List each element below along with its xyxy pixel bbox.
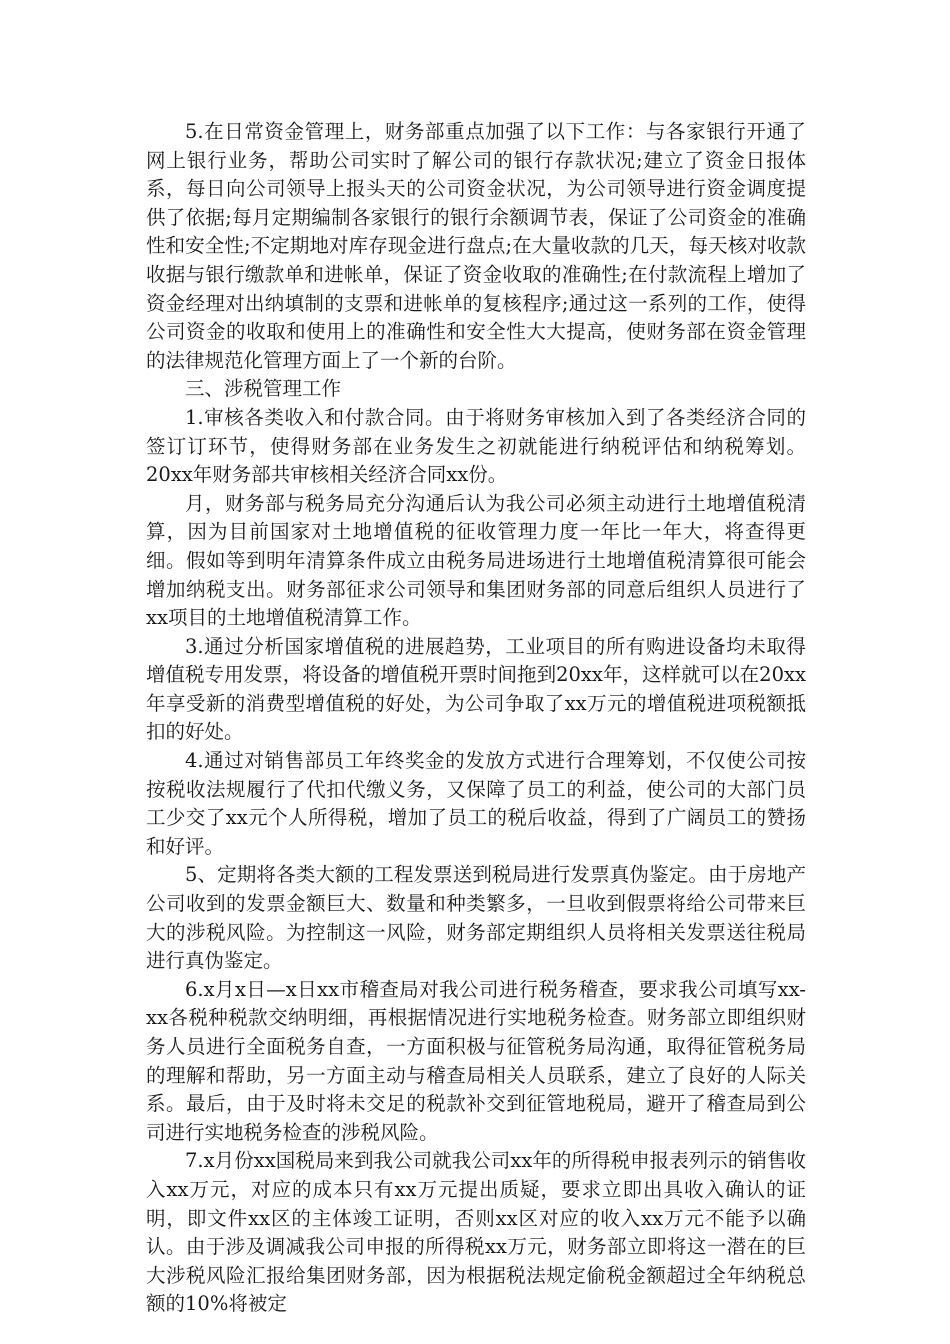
paragraph-income-tax-review: 7.x月份xx国税局来到我公司就我公司xx年的所得税申报表列示的销售收入xx万元，对应的成本只有xx万元提出质疑，要求立即出具收入确认的证明，即文件xx区的主体竣工证明，否则xx区对应的收入xx万元不能予以确认。由于涉及调减我公司申报的所得税xx万元，财务部立即将这一潜在的巨大涉税风险汇报给集团财务部，因为根据税法规定偷税金额超过全年纳税总额的10%将被定 <box>146 1149 806 1316</box>
paragraph-invoice-verification: 5、定期将各类大额的工程发票送到税局进行发票真伪鉴定。由于房地产公司收到的发票金额巨大、数量和种类繁多，一旦收到假票将给公司带来巨大的涉税风险。为控制这一风险，财务部定期组织人员将相关发票送往税局进行真伪鉴定。 <box>146 863 806 973</box>
paragraph-land-vat-clearance: 月，财务部与税务局充分沟通后认为我公司必须主动进行土地增值税清算，因为目前国家对土地增值税的征收管理力度一年比一年大，将查得更细。假如等到明年清算条件成立由税务局进场进行土地增值税清算很可能会增加纳税支出。财务部征求公司领导和集团财务部的同意后组织人员进行了xx项目的土地增值税清算工作。 <box>146 491 806 630</box>
paragraph-year-end-bonus: 4.通过对销售部员工年终奖金的发放方式进行合理筹划，不仅使公司按按税收法规履行了代扣代缴义务，又保障了员工的利益，使公司的大部门员工少交了xx元个人所得税，增加了员工的税后收益，得到了广阔员工的赞扬和好评。 <box>146 749 806 858</box>
paragraph-vat-trend: 3.通过分析国家增值税的进展趋势，工业项目的所有购进设备均未取得增值税专用发票，将设备的增值税开票时间拖到20xx年，这样就可以在20xx年享受新的消费型增值税的好处，为公司争取了xx万元的增值税进项税额抵扣的好处。 <box>146 634 806 744</box>
paragraph-tax-audit: 6.x月x日—x日xx市稽查局对我公司进行税务稽查，要求我公司填写xx-xx各税种税款交纳明细，再根据情况进行实地税务检查。财务部立即组织财务人员进行全面税务自查，一方面积极与征管税务局沟通，取得征管税务局的理解和帮助，另一方面主动与稽查局相关人员联系，建立了良好的人际关系。最后，由于及时将未交足的税款补交到征管地税局，避开了稽查局到公司进行实地税务检查的涉税风险。 <box>146 977 806 1144</box>
paragraph-fund-management: 5.在日常资金管理上，财务部重点加强了以下工作：与各家银行开通了网上银行业务，帮助公司实时了解公司的银行存款状况;建立了资金日报体系，每日向公司领导上报头天的公司资金状况，为公司领导进行资金调度提供了依据;每月定期编制各家银行的银行余额调节表，保证了公司资金的准确性和安全性;不定期地对库存现金进行盘点;在大量收款的几天，每天核对收款收据与银行缴款单和进帐单，保证了资金收取的准确性;在付款流程上增加了资金经理对出纳填制的支票和进帐单的复核程序;通过这一系列的工作，使得公司资金的收取和使用上的准确性和安全性大大提高，使财务部在资金管理的法律规范化管理方面上了一个新的台阶。 <box>146 120 806 372</box>
document-body <box>146 118 806 1319</box>
paragraph-contract-review: 1.审核各类收入和付款合同。由于将财务审核加入到了各类经济合同的签订订环节，使得财务部在业务发生之初就能进行纳税评估和纳税筹划。20xx年财务部共审核相关经济合同xx份。 <box>146 405 806 487</box>
section-heading-tax-management: 三、涉税管理工作 <box>185 377 342 401</box>
